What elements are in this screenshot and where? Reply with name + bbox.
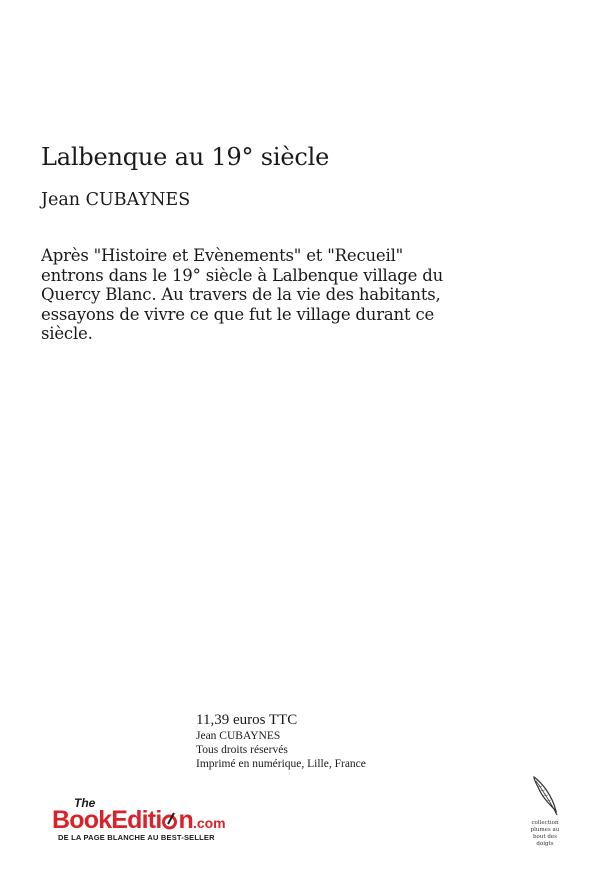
imprint-author: Jean CUBAYNES [196, 730, 281, 742]
book-author: Jean CUBAYNES [41, 190, 191, 210]
logo-wordmark [52, 806, 226, 835]
collection-line-1: collection [531, 820, 559, 826]
rights-notice: Tous droits réservés [196, 744, 288, 756]
collection-line-3: bout des [533, 834, 557, 840]
collection-mark [520, 775, 570, 848]
book-title: Lalbenque au 19° siècle [41, 143, 330, 171]
book-summary: Après "Histoire et Evènements" et "Recueil" entrons dans le 19° siècle à Lalbenque village du Quercy Blanc. Au travers de la vie des habitants, essayons de vivre ce que fut le village durant ce siècle. [41, 246, 443, 343]
collection-caption [520, 820, 570, 848]
quill-icon [528, 775, 562, 817]
bookedition-logo [52, 796, 252, 848]
print-location: Imprimé en numérique, Lille, France [196, 758, 366, 770]
collection-line-4: doigts [536, 841, 554, 847]
logo-wordmark-main: BookEditi [52, 806, 162, 834]
price-label: 11,39 euros TTC [196, 712, 298, 728]
logo-the-text: The [74, 796, 96, 810]
logo-wordmark-tail: n [178, 806, 193, 834]
pen-nib-icon [162, 812, 177, 830]
imprint-block [196, 712, 366, 771]
logo-tagline: DE LA PAGE BLANCHE AU BEST-SELLER [58, 833, 215, 842]
collection-line-2: plumes au [530, 827, 560, 833]
logo-domain: .com [192, 815, 226, 831]
